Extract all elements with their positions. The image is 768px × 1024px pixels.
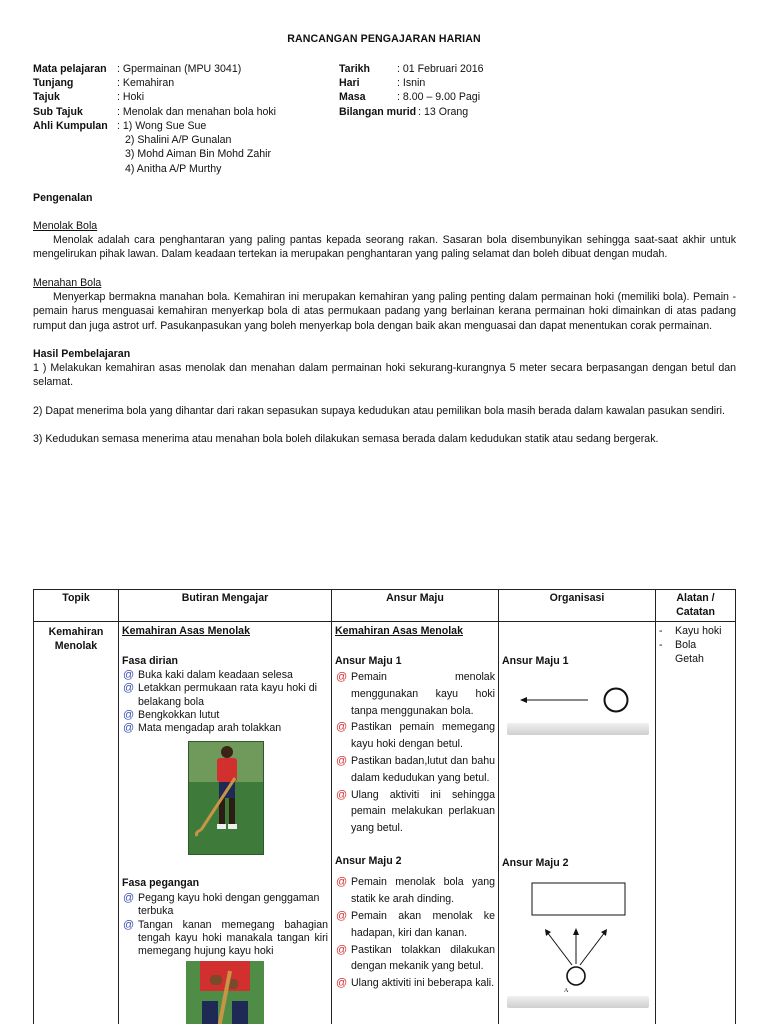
info-row	[339, 105, 484, 119]
info-row	[33, 76, 276, 90]
list-item	[659, 638, 732, 652]
table-header-row	[34, 590, 736, 622]
ansur-maju-1-list	[335, 669, 495, 837]
at-bullet-icon: @	[123, 918, 135, 931]
ball-icon	[605, 688, 628, 711]
info-row	[339, 76, 484, 90]
arrow-right	[580, 932, 605, 965]
dash-bullet: -	[659, 639, 663, 652]
target-box	[532, 883, 625, 915]
arrow-head-icon	[545, 929, 551, 936]
info-value: : 01 Februari 2016	[397, 63, 484, 75]
at-bullet-icon: @	[336, 754, 348, 767]
info-label: Tarikh	[339, 63, 371, 75]
org-diagram-1	[502, 669, 652, 757]
info-value: : Gpermainan (MPU 3041)	[117, 63, 242, 75]
at-bullet-icon: @	[123, 669, 135, 681]
at-bullet-icon: @	[336, 721, 348, 734]
list-item-text: Mata mengadap arah tolakkan	[138, 722, 282, 735]
at-bullet-icon: @	[336, 876, 348, 889]
at-bullet-icon: @	[336, 671, 348, 683]
topic-text: Kemahiran Menolak	[48, 626, 104, 652]
lesson-table	[33, 589, 736, 1024]
list-item-text: Getah	[675, 653, 704, 666]
list-item	[659, 624, 732, 638]
ansur-cell	[332, 622, 499, 1024]
list-item-text: Kayu hoki	[675, 625, 722, 637]
table-header: Butiran Mengajar	[119, 590, 332, 622]
hockey-grip-photo	[186, 961, 264, 1024]
info-left	[33, 62, 276, 176]
info-label: Masa	[339, 91, 366, 104]
member-list	[125, 133, 276, 176]
at-bullet-icon: @	[336, 977, 348, 990]
info-label: Mata pelajaran	[33, 63, 107, 75]
info-row	[33, 105, 276, 119]
butiran-cell	[119, 622, 332, 1024]
member-item: 2) Shalini A/P Gunalan	[125, 134, 232, 147]
info-right	[339, 62, 484, 119]
list-item	[122, 919, 328, 959]
fasa-dirian-heading: Fasa dirian	[122, 654, 178, 667]
list-item	[335, 942, 495, 976]
intro-section	[33, 191, 736, 205]
at-bullet-icon: @	[336, 788, 348, 801]
list-item-text: Ulang aktiviti ini beberapa kali.	[351, 977, 495, 990]
list-item-text: Bola	[675, 639, 697, 652]
target-diagram	[502, 880, 652, 1000]
topic-cell	[34, 622, 119, 1024]
fasa-pegangan-heading: Fasa pegangan	[122, 877, 200, 890]
hasil-item: 1 ) Melakukan kemahiran asas menolak dan menahan dalam permainan hoki sekurang-kurangnya 5 meter secara berpasangan dengan betul dan selamat.	[33, 362, 736, 389]
butiran-heading: Kemahiran Asas Menolak	[122, 625, 250, 637]
info-value: : Kemahiran	[117, 77, 175, 90]
dash-bullet: -	[659, 625, 663, 637]
at-bullet-icon: @	[123, 891, 135, 904]
list-item-text: Pemain menolak bola yang statik ke arah dinding.	[351, 876, 495, 906]
at-bullet-icon: @	[123, 722, 135, 735]
hockey-grip-illustration	[186, 961, 264, 1024]
list-item-text: Ulang aktiviti ini sehingga pemain melakukan perlakuan yang betul.	[351, 788, 495, 835]
hockey-stance-photo	[188, 741, 264, 855]
at-bullet-icon: @	[336, 943, 348, 956]
list-item	[659, 652, 732, 666]
organisasi-cell	[499, 622, 656, 1024]
hasil-section	[33, 347, 736, 446]
list-item	[335, 719, 495, 753]
info-value: : 1) Wong Sue Sue	[117, 119, 207, 132]
at-bullet-icon: @	[336, 910, 348, 923]
info-value: : Menolak dan menahan bola hoki	[117, 105, 277, 118]
list-item-text: Pemain akan menolak ke hadapan, kiri dan kanan.	[351, 910, 495, 939]
list-item-text: Letakkan permukaan rata kayu hoki di belakang bola	[138, 682, 318, 708]
ansur-heading: Kemahiran Asas Menolak	[335, 625, 463, 637]
info-label: Sub Tajuk	[33, 105, 83, 118]
table-header: Ansur Maju	[332, 590, 499, 622]
info-row	[339, 62, 484, 76]
info-value: : Isnin	[397, 77, 426, 90]
document-title: RANCANGAN PENGAJARAN HARIAN	[287, 33, 481, 45]
hockey-player-illustration	[189, 742, 264, 855]
list-item-text: Buka kaki dalam keadaan selesa	[138, 669, 293, 681]
info-label: Ahli Kumpulan	[33, 119, 108, 132]
at-bullet-icon: @	[123, 682, 135, 695]
intro-heading: Pengenalan	[33, 192, 93, 204]
table-header: Organisasi	[499, 590, 656, 622]
alatan-list	[659, 624, 732, 667]
ball-icon	[567, 967, 585, 985]
info-value: : 8.00 – 9.00 Pagi	[397, 91, 481, 104]
menahan-heading: Menahan Bola	[33, 277, 102, 289]
list-item-text: Pemain menolak menggunakan kayu hoki tanpa menggunakan bola.	[351, 671, 495, 717]
hasil-item: 3) Kedudukan semasa menerima atau menahan bola boleh dilakukan semasa berada dalam kedudukan statik atau sedang bergerak.	[33, 432, 659, 445]
arrow-head-icon	[573, 928, 579, 935]
at-bullet-icon: @	[123, 708, 135, 721]
info-label: Tajuk	[33, 91, 60, 104]
menolak-heading: Menolak Bola	[33, 220, 98, 232]
list-item	[335, 753, 495, 787]
list-item	[335, 908, 495, 942]
list-item-text: Pastikan badan,lutut dan bahu dalam kedudukan yang betul.	[351, 754, 495, 784]
ansur-maju-2-list	[335, 874, 495, 992]
table-header: Alatan / Catatan	[656, 590, 736, 622]
fasa-dirian-list	[122, 669, 328, 735]
list-item	[122, 709, 328, 722]
list-item-text: Tangan kanan memegang bahagian tengah kayu hoki manakala tangan kiri memegang hujung kayu hoki	[138, 918, 328, 958]
list-item-text: Pastikan tolakkan dilakukan dengan mekanik yang betul.	[351, 943, 495, 973]
info-value: : Hoki	[117, 91, 145, 104]
ansur-maju-1-heading: Ansur Maju 1	[335, 654, 402, 667]
list-item	[122, 669, 328, 682]
member-item: 4) Anitha A/P Murthy	[125, 162, 222, 175]
list-item-text: Pastikan pemain memegang kayu hoki dengan betul.	[351, 721, 495, 751]
info-label: Tunjang	[33, 77, 74, 90]
org-ansur-maju-2-heading: Ansur Maju 2	[502, 856, 569, 869]
list-item	[122, 682, 328, 709]
list-item-text: Pegang kayu hoki dengan genggaman terbuka	[138, 891, 320, 918]
list-item	[335, 787, 495, 837]
alatan-cell	[656, 622, 736, 1024]
list-item	[335, 669, 495, 719]
info-row	[33, 90, 276, 104]
info-row	[339, 90, 484, 104]
info-row	[33, 62, 276, 76]
list-item-text: Bengkokkan lutut	[138, 708, 220, 721]
list-item	[335, 874, 495, 908]
ansur-maju-2-heading: Ansur Maju 2	[335, 854, 402, 867]
info-label: Hari	[339, 77, 360, 90]
member-item: 3) Mohd Aiman Bin Mohd Zahir	[125, 148, 272, 161]
list-item	[122, 722, 328, 735]
wall-bar	[507, 996, 649, 1008]
org-ansur-maju-1-heading: Ansur Maju 1	[502, 655, 569, 667]
table-row	[34, 622, 736, 1024]
list-item	[122, 892, 328, 919]
wall-bar	[507, 723, 649, 735]
player-marker-label: A	[564, 988, 569, 994]
menahan-section	[33, 276, 736, 333]
info-row	[33, 119, 276, 133]
menolak-paragraph: Menolak adalah cara penghantaran yang paling pantas kepada seorang rakan. Sasaran bola disembunyikan sehingga saat-saat akhir untuk mengelirukan pihak lawan. Dalam keadaan tertekan ia merupakan penghantaran yang paling selamat dan boleh dibuat dengan mudah.	[33, 234, 736, 261]
arrow-head-icon	[520, 697, 527, 703]
arrow-left	[547, 932, 572, 965]
menolak-section	[33, 219, 736, 262]
list-item	[335, 975, 495, 992]
info-label: Bilangan murid	[339, 105, 417, 118]
menahan-paragraph: Menyerkap bermakna manahan bola. Kemahiran ini merupakan kemahiran yang paling penting dalam permainan hoki (memiliki bola). Pemain -pemain harus menguasai kemahiran menyerkap bola di atas permukaan padang yang berlainan kerana permainan hoki dimainkan di atas padang rumput dan juga astrot urf. Pasukanpasukan yang boleh menyerkap bola dengan baik akan menguasai dan dapat menentukan corak permainan.	[33, 291, 736, 332]
fasa-pegangan-list	[122, 892, 328, 958]
hasil-item: 2) Dapat menerima bola yang dihantar dari rakan sepasukan supaya kedudukan atau pemilikan bola masih berada dalam kawalan pasukan sendiri.	[33, 404, 725, 417]
org-diagram-2	[502, 870, 652, 1000]
hasil-heading: Hasil Pembelajaran	[33, 348, 131, 360]
table-header: Topik	[34, 590, 119, 622]
info-value: : 13 Orang	[418, 105, 469, 118]
arrow-head-icon	[601, 929, 607, 936]
